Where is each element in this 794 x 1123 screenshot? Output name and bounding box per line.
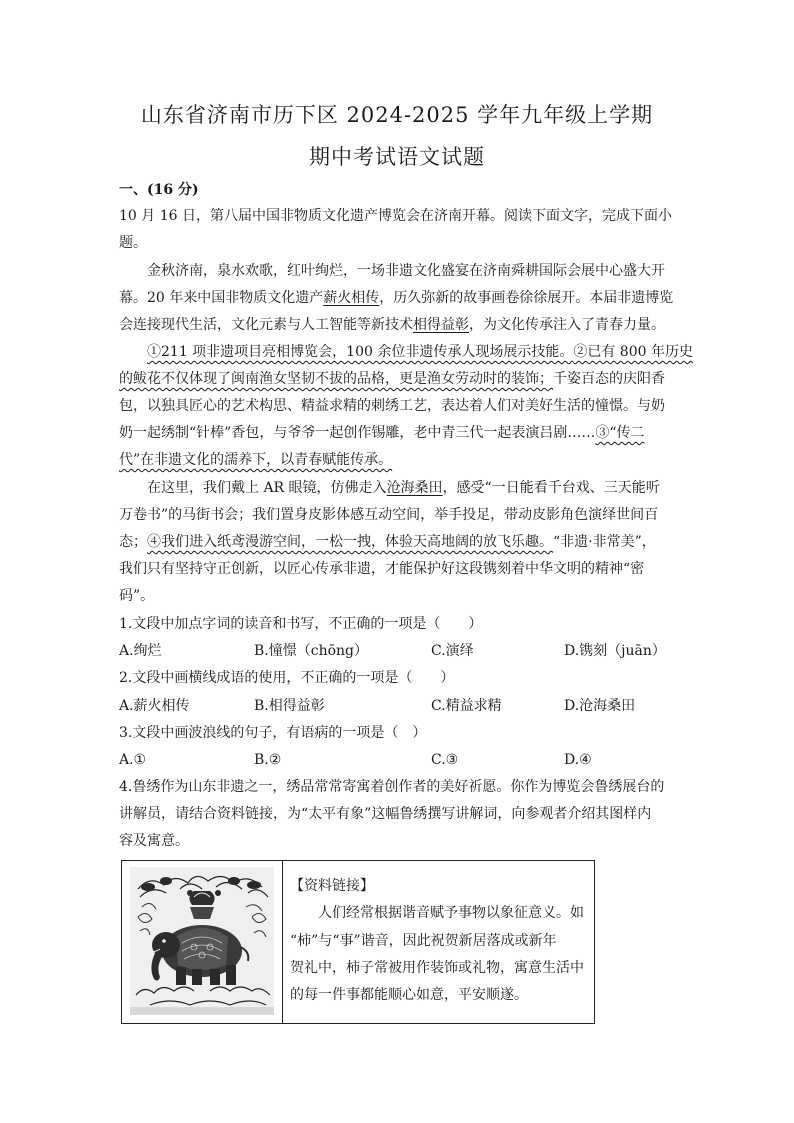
q3-option-d[interactable]: D.④ bbox=[564, 752, 592, 768]
passage-text: 包，以独具匠心的艺术构思、精益求精的刺绣工艺，表达着人们对美好生活的憧憬。与奶 bbox=[119, 398, 665, 414]
underlined-idiom: 相得益彰 bbox=[413, 317, 469, 333]
wavy-sentence-3-cont: 代”在非遗文化的濡养下，以青春赋能传承。 bbox=[119, 452, 393, 468]
passage-p1-line3 bbox=[119, 316, 665, 334]
table-divider bbox=[282, 861, 283, 1023]
passage-p1-line2 bbox=[119, 289, 673, 307]
passage-text: 千姿百态的庆阳香 bbox=[553, 371, 665, 387]
passage-text: 会连接现代生活，文化元素与人工智能等新技术 bbox=[119, 317, 413, 333]
material-heading: 【资料链接】 bbox=[290, 878, 374, 894]
question-4-line1: 4.鲁绣作为山东非遗之一，绣品常常寄寓着创作者的美好祈愿。你作为博览会鲁绣展台的 bbox=[119, 779, 665, 795]
q3-option-a[interactable]: A.① bbox=[119, 752, 147, 768]
section-intro-line1: 10 月 16 日，第八届中国非物质文化遗产博览会在济南开幕。阅读下面文字，完成下面小 bbox=[119, 208, 672, 224]
q1-option-d[interactable]: D.镌刻（juān） bbox=[564, 643, 666, 659]
q1-option-a[interactable]: A.绚烂 bbox=[119, 643, 162, 659]
passage-p1-line1 bbox=[147, 262, 665, 280]
q2-option-d[interactable]: D.沧海桑田 bbox=[564, 698, 636, 714]
passage-p3-line2: 万卷书”的马街书会；我们置身皮影体感互动空间，举手投足，带动皮影角色演绎世间百 bbox=[119, 507, 659, 523]
passage-text: 态； bbox=[119, 534, 147, 550]
passage-text: ，历久弥新的故事画卷徐徐展开。本届非遗博览 bbox=[379, 290, 674, 306]
wavy-sentence-1: ①211 项非遗项目亮相博览会，100 余位非遗传承人现场展示技能。 bbox=[147, 344, 574, 360]
passage-p3-line4: 我们只有坚持守正创新，以匠心传承非遗，才能保护好这段镌刻着中华文明的精神“密 bbox=[119, 561, 645, 577]
passage-text: ，感受“一日能看千台戏、三天能听 bbox=[442, 480, 660, 496]
passage-p2-line3 bbox=[119, 397, 665, 415]
passage-p2-line4 bbox=[119, 424, 645, 442]
section-intro-line2: 题。 bbox=[119, 235, 147, 251]
question-3: 3.文段中画波浪线的句子，有语病的一项是（ ） bbox=[119, 725, 427, 741]
underlined-idiom: 沧海桑田 bbox=[386, 480, 443, 496]
q3-option-b[interactable]: B.② bbox=[254, 752, 282, 768]
passage-p2-line1 bbox=[147, 343, 693, 361]
q1-option-c[interactable]: C.演绎 bbox=[431, 643, 474, 659]
material-line2: “柿”与“事”谐音，因此祝贺新居落成或新年 bbox=[290, 933, 557, 949]
passage-p2-line2 bbox=[119, 370, 665, 388]
elephant-embroidery-illustration bbox=[130, 867, 274, 1015]
q2-option-a[interactable]: A.薪火相传 bbox=[119, 698, 190, 714]
embroidery-image bbox=[130, 867, 274, 1015]
question-2: 2.文段中画横线成语的使用，不正确的一项是（ ） bbox=[119, 670, 455, 686]
passage-p3-line1 bbox=[147, 479, 660, 497]
exam-title-line2: 期中考试语文试题 bbox=[309, 145, 485, 169]
passage-text: 金秋济南，泉水欢歌，红叶绚烂，一场非遗文化盛宴在济南舜耕国际会展中心盛大开 bbox=[147, 263, 665, 279]
material-line3: 贺礼中，柿子常被用作装饰或礼物，寓意生活中 bbox=[290, 960, 584, 976]
material-table bbox=[121, 860, 595, 1024]
passage-p3-line3 bbox=[119, 533, 656, 551]
q3-option-c[interactable]: C.③ bbox=[431, 752, 459, 768]
passage-text: 幕。20 年来中国非物质文化遗产 bbox=[119, 290, 324, 306]
passage-text: 在这里，我们戴上 AR 眼镜，仿佛走入 bbox=[147, 480, 387, 496]
underlined-idiom: 薪火相传 bbox=[323, 290, 380, 306]
q1-option-b[interactable]: B.憧憬（chōng） bbox=[254, 643, 369, 659]
wavy-sentence-2-cont: 的鲅花不仅体现了闽南渔女坚韧不拔的品格，更是渔女劳动时的装饰； bbox=[119, 371, 553, 387]
question-4-line3: 容及寓意。 bbox=[119, 833, 189, 849]
passage-p2-line5 bbox=[119, 451, 392, 469]
passage-text: “非遗·非常美”， bbox=[553, 534, 656, 550]
exam-title-line1: 山东省济南市历下区 2024-2025 学年九年级上学期 bbox=[140, 103, 654, 127]
question-1: 1.文段中加点字词的读音和书写，不正确的一项是（ ） bbox=[119, 616, 483, 632]
q2-option-c[interactable]: C.精益求精 bbox=[431, 698, 502, 714]
wavy-sentence-4: ④我们进入纸鸢漫游空间，一松一拽，体验天高地阔的放飞乐趣。 bbox=[147, 534, 553, 550]
question-4-line2: 讲解员，请结合资料链接，为“太平有象”这幅鲁绣撰写讲解词，向参观者介绍其图样内 bbox=[119, 806, 652, 822]
passage-text: ，为文化传承注入了青春力量。 bbox=[469, 317, 665, 333]
wavy-sentence-3: ③“传二 bbox=[595, 425, 645, 441]
section-heading: 一、(16 分) bbox=[119, 182, 199, 198]
material-line1: 人们经常根据谐音赋予事物以象征意义。如 bbox=[318, 905, 584, 921]
material-line4: 的每一件事都能顺心如意，平安顺遂。 bbox=[290, 987, 528, 1003]
wavy-sentence-2: ②已有 800 年历史 bbox=[573, 344, 693, 360]
passage-text: 奶一起绣制“针棒”香包，与爷爷一起创作锡雕，老中青三代一起表演吕剧…… bbox=[119, 425, 596, 441]
q2-option-b[interactable]: B.相得益彰 bbox=[254, 698, 325, 714]
passage-p3-line5: 码”。 bbox=[119, 588, 155, 604]
